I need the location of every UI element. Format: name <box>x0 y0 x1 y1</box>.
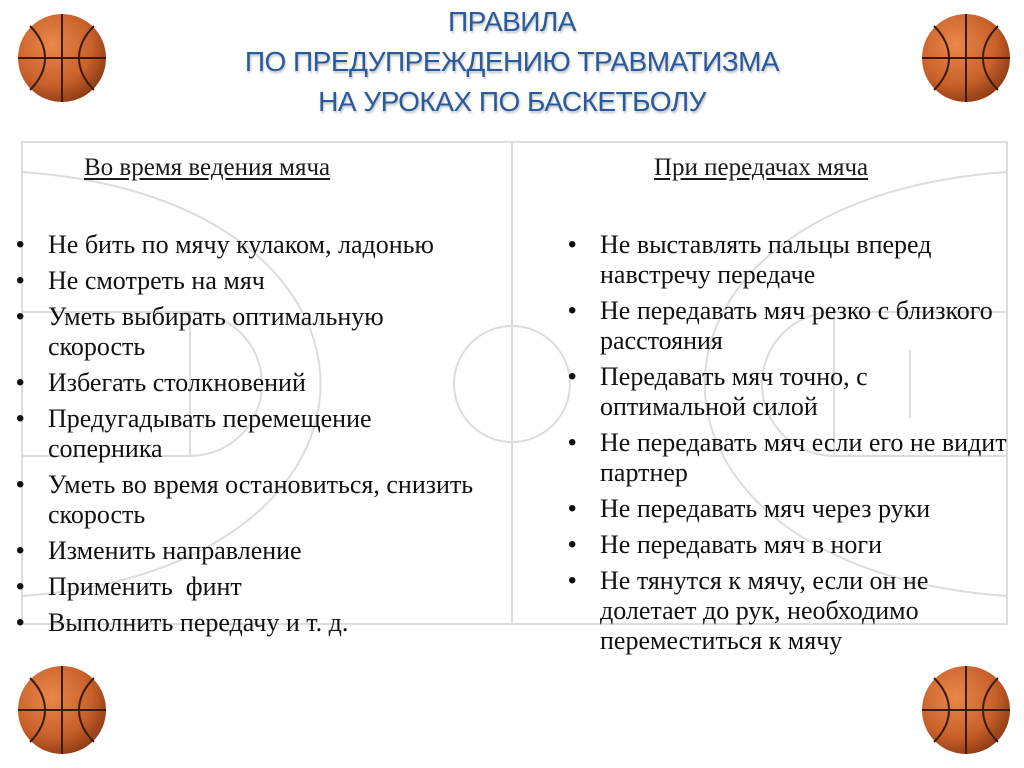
list-item: • Не передавать мяч если его не видит партнер <box>562 428 1017 488</box>
list-item: • Изменить направление <box>10 536 480 566</box>
list-item: • Не выставлять пальцы вперед навстречу передаче <box>562 230 1017 290</box>
left-column-heading: Во время ведения мяча <box>84 154 331 181</box>
list-item: • Не передавать мяч в ноги <box>562 530 1017 560</box>
list-item: • Уметь выбирать оптимальную скорость <box>10 302 480 362</box>
page-title <box>200 2 824 122</box>
basketball-icon <box>16 664 108 756</box>
left-rules-list <box>10 230 480 644</box>
right-rules-list <box>562 230 1017 662</box>
list-item: • Не смотреть на мяч <box>10 266 480 296</box>
list-item: • Не передавать мяч через руки <box>562 494 1017 524</box>
right-column-heading: При передачах мяча <box>654 154 869 181</box>
basketball-icon <box>16 12 108 104</box>
list-item: • Не бить по мячу кулаком, ладонью <box>10 230 480 260</box>
list-item: • Уметь во время остановиться, снизить скорость <box>10 470 480 530</box>
title-line-1: ПРАВИЛА <box>448 6 576 37</box>
list-item: • Не тянутся к мячу, если он не долетает до рук, необходимо переместиться к мячу <box>562 566 1017 656</box>
list-item: • Выполнить передачу и т. д. <box>10 608 480 638</box>
title-line-3: НА УРОКАХ ПО БАСКЕТБОЛУ <box>318 86 706 117</box>
list-item: • Предугадывать перемещение соперника <box>10 404 480 464</box>
title-line-2: ПО ПРЕДУПРЕЖДЕНИЮ ТРАВМАТИЗМА <box>244 46 780 77</box>
basketball-icon <box>920 664 1012 756</box>
list-item: • Не передавать мяч резко с близкого расстояния <box>562 296 1017 356</box>
basketball-icon <box>920 12 1012 104</box>
list-item: • Передавать мяч точно, с оптимальной силой <box>562 362 1017 422</box>
list-item: • Применить финт <box>10 572 480 602</box>
list-item: • Избегать столкновений <box>10 368 480 398</box>
